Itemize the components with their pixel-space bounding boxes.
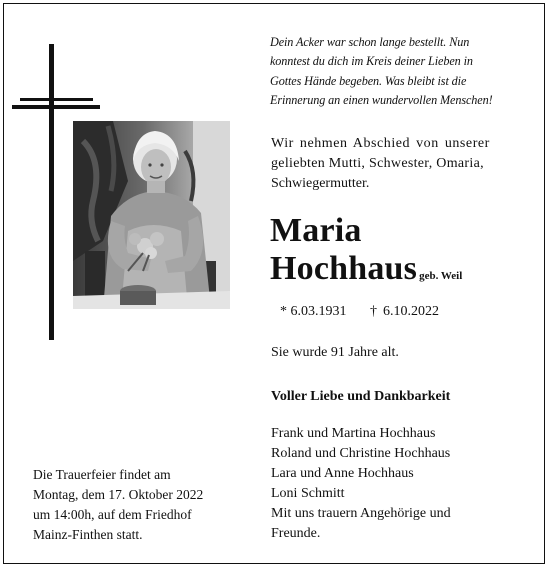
quote-line: konntest du dich im Kreis deiner Lieben in [270, 54, 473, 69]
funeral-line: Mainz-Finthen statt. [33, 527, 143, 542]
mourner-line: Mit uns trauern Angehörige und [271, 506, 451, 521]
quote-line: Gottes Hände begeben. Was bleibt ist die [270, 73, 467, 88]
death-cross-icon: † [370, 304, 377, 319]
intro-line: geliebten Mutti, Schwester, Omaria, [271, 156, 484, 171]
intro-line: Wir nehmen Abschied von unserer [271, 136, 490, 151]
memorial-quote [270, 33, 520, 111]
birth-date: 6.03.1931 [290, 304, 347, 319]
birth-name: geb. Weil [419, 270, 463, 282]
quote-line: Erinnerung an einen wundervollen Menschen! [270, 93, 493, 108]
funeral-line: Die Trauerfeier findet am [33, 467, 171, 482]
age-text: Sie wurde 91 Jahre alt. [271, 345, 399, 360]
mourners-list [271, 424, 451, 544]
death-date: 6.10.2022 [383, 304, 439, 319]
mourner-line: Frank und Martina Hochhaus [271, 426, 436, 441]
mourner-line: Lara und Anne Hochhaus [271, 466, 414, 481]
portrait-photo [73, 121, 230, 309]
birth-star-icon: * [280, 304, 287, 319]
funeral-info [33, 465, 203, 545]
funeral-line: Montag, dem 17. Oktober 2022 [33, 487, 204, 502]
deceased-first-name: Maria [270, 212, 362, 249]
death-date-row [370, 302, 439, 322]
birth-date-row [280, 302, 347, 322]
dedication: Voller Liebe und Dankbarkeit [271, 389, 451, 404]
funeral-line: um 14:00h, auf dem Friedhof [33, 507, 192, 522]
deceased-full-surname [270, 250, 462, 288]
mourner-line: Loni Schmitt [271, 486, 345, 501]
intro-line: Schwiegermutter. [271, 176, 370, 191]
mourner-line: Roland und Christine Hochhaus [271, 446, 451, 461]
quote-line: Dein Acker war schon lange bestellt. Nun [270, 35, 470, 49]
mourner-line: Freunde. [271, 526, 321, 541]
deceased-last-name: Hochhaus [270, 250, 418, 287]
farewell-intro [271, 134, 490, 194]
